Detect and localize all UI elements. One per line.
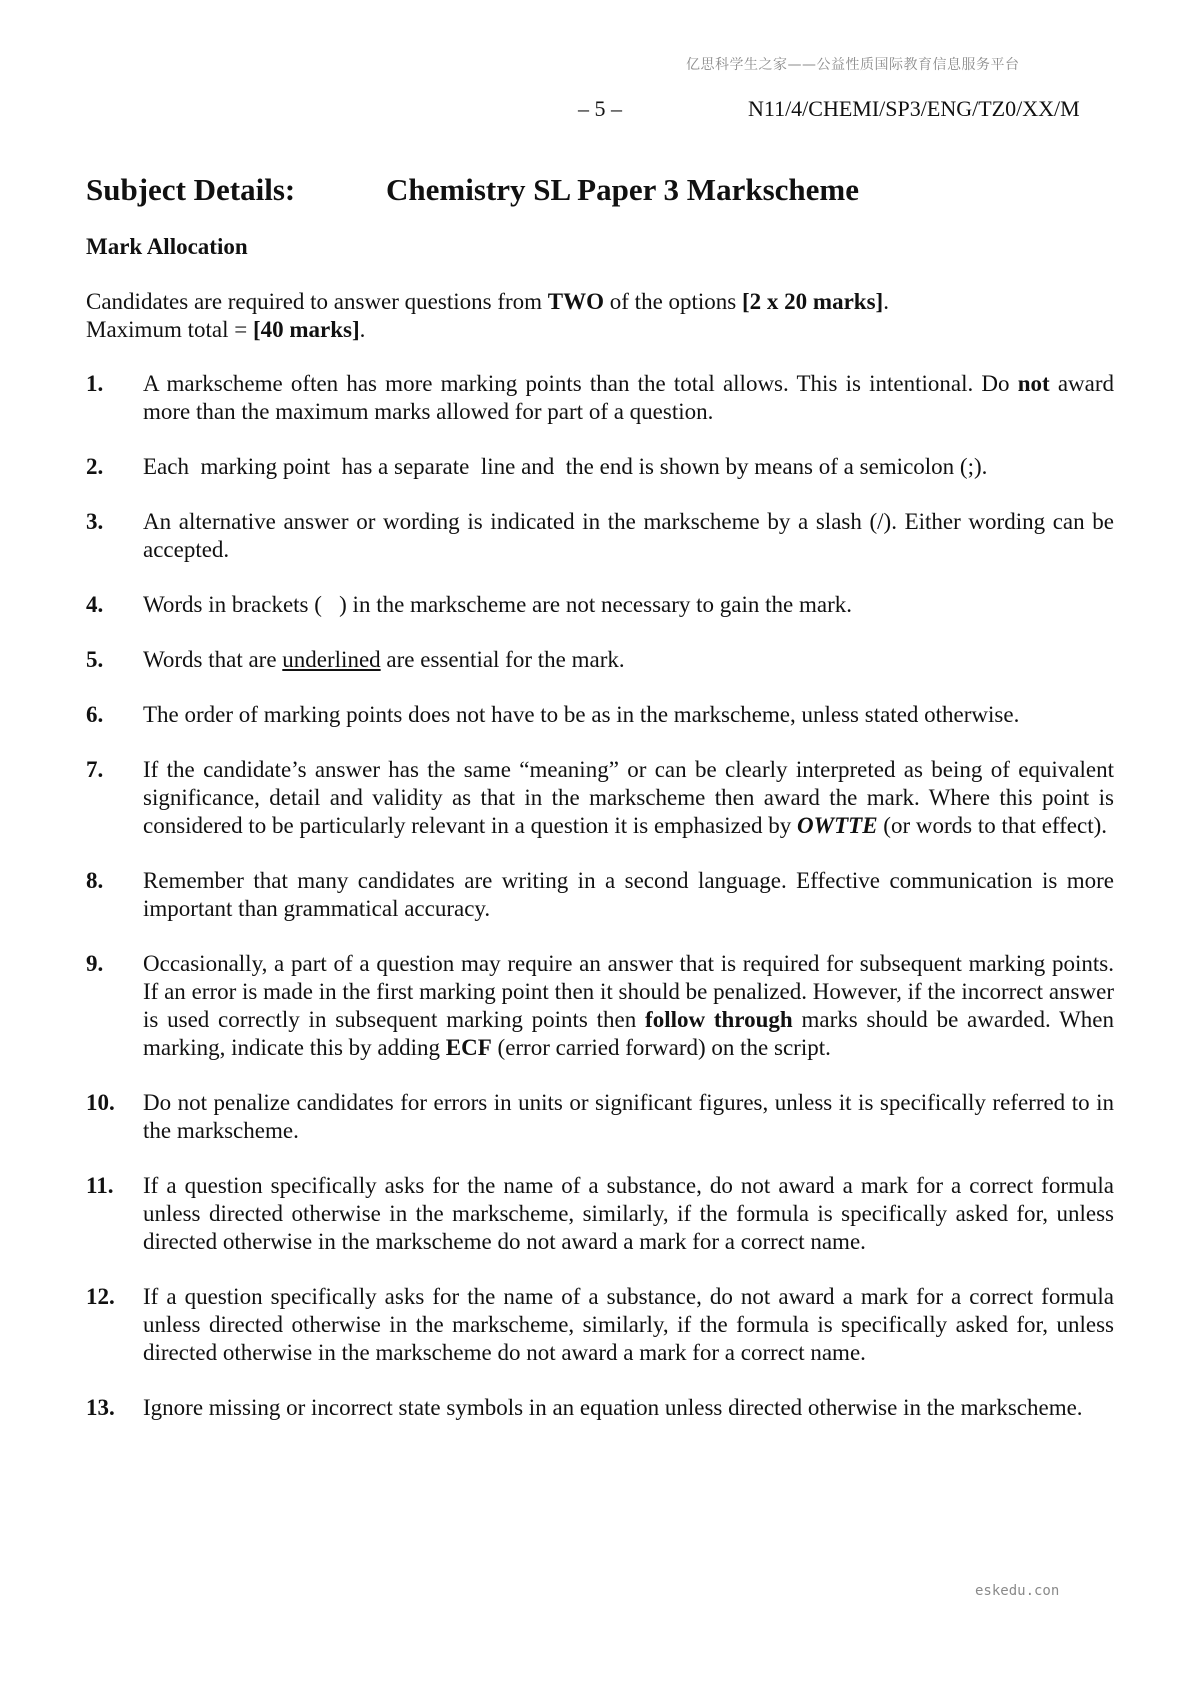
- intro-bold-two: TWO: [547, 289, 605, 314]
- watermark-bottom: eskedu.con: [975, 1583, 1060, 1599]
- rule-text: Each marking point has a separate line and the end is shown by means of a semicolon (;).: [143, 454, 988, 479]
- rule-text: [143, 756, 1114, 840]
- intro-line-1: [86, 288, 889, 316]
- rule-text: [143, 370, 1114, 426]
- rule-text: If a question specifically asks for the name of a substance, do not award a mark for a correct formula unless directed otherwise in the markscheme, similarly, if the formula is specifically asked for, unless directed otherwise in the markscheme do not award a mark for a correct name.: [143, 1284, 1114, 1365]
- subject-label: Subject Details:: [86, 172, 296, 207]
- rule-item: [86, 1172, 1114, 1256]
- intro-text: of the options: [604, 289, 743, 314]
- rule-text-part: award more than the maximum marks allowed for part of a question.: [143, 371, 1115, 424]
- rule-number: 10.: [86, 1090, 115, 1115]
- rule-number: 8.: [86, 868, 104, 893]
- rule-text: Words in brackets ( ) in the markscheme are not necessary to gain the mark.: [143, 592, 852, 617]
- rule-text: Remember that many candidates are writing in a second language. Effective communication is more important than grammatical accuracy.: [143, 868, 1114, 921]
- rule-number: 1.: [86, 371, 104, 396]
- rule-item: [86, 1283, 1114, 1367]
- page-number: – 5 –: [578, 96, 622, 121]
- rule-text: An alternative answer or wording is indicated in the markscheme by a slash (/). Either wording can be accepted.: [143, 509, 1114, 562]
- rule-number: 13.: [86, 1395, 115, 1420]
- rule-text-part: Words that are: [143, 647, 283, 672]
- rule-text-bold: ECF: [445, 1035, 492, 1060]
- rule-text-part: (error carried forward) on the script.: [491, 1035, 831, 1060]
- rule-number: 11.: [86, 1173, 114, 1198]
- rule-item: [86, 370, 1114, 426]
- intro-bold-total: [40 marks]: [252, 317, 360, 342]
- rule-number: 5.: [86, 647, 104, 672]
- rule-text-part: If the candidate’s answer has the same “meaning” or can be clearly interpreted as being of equivalent significance, detail and validity as that in the markscheme then award the mark. Where this point is considered to be particularly relevant in a question it is emphasized by: [143, 757, 1114, 838]
- rule-number: 12.: [86, 1284, 115, 1309]
- intro-text: Maximum total =: [86, 317, 253, 342]
- rule-number: 9.: [86, 951, 104, 976]
- rule-number: 6.: [86, 702, 104, 727]
- rule-text-part: A markscheme often has more marking points than the total allows. This is intentional. Do: [143, 371, 1018, 396]
- rule-text: Ignore missing or incorrect state symbols in an equation unless directed otherwise in the markscheme.: [143, 1395, 1083, 1420]
- rule-item: [86, 508, 1114, 564]
- intro-paragraph: [86, 288, 889, 344]
- rule-list: [86, 370, 1114, 1449]
- subject-details: [86, 172, 859, 208]
- rule-number: 7.: [86, 757, 104, 782]
- intro-text: .: [359, 317, 366, 342]
- document-code: N11/4/CHEMI/SP3/ENG/TZ0/XX/M: [748, 96, 1080, 121]
- rule-number: 3.: [86, 509, 104, 534]
- rule-item: [86, 1089, 1114, 1145]
- rule-item: [86, 646, 1114, 674]
- intro-text: .: [883, 289, 889, 314]
- intro-line-2: [86, 316, 889, 344]
- rule-text: If a question specifically asks for the name of a substance, do not award a mark for a correct formula unless directed otherwise in the markscheme, similarly, if the formula is specifically asked for, unless directed otherwise in the markscheme do not award a mark for a correct name.: [143, 1173, 1114, 1254]
- rule-text-part: (or words to that effect).: [877, 813, 1108, 838]
- rule-text-bold: follow through: [645, 1007, 793, 1032]
- watermark-top: 亿思科学生之家——公益性质国际教育信息服务平台: [686, 57, 1020, 73]
- rule-text-part: are essential for the mark.: [380, 647, 625, 672]
- rule-text: [143, 950, 1114, 1062]
- rule-text-underlined: underlined: [282, 647, 381, 672]
- rule-text-bold-italic: OWTTE: [797, 813, 878, 838]
- rule-item: [86, 591, 1114, 619]
- mark-allocation-heading: Mark Allocation: [86, 234, 248, 259]
- rule-text-bold: not: [1017, 371, 1050, 396]
- intro-text: Candidates are required to answer questions from: [86, 289, 548, 314]
- rule-item: [86, 756, 1114, 840]
- rule-text: [143, 646, 1114, 674]
- rule-item: [86, 1394, 1114, 1422]
- rule-number: 2.: [86, 454, 104, 479]
- rule-text: The order of marking points does not have to be as in the markscheme, unless stated otherwise.: [143, 702, 1020, 727]
- rule-item: [86, 701, 1114, 729]
- subject-value: Chemistry SL Paper 3 Markscheme: [386, 172, 859, 207]
- rule-text: Do not penalize candidates for errors in units or significant figures, unless it is specifically referred to in the markscheme.: [143, 1090, 1114, 1143]
- rule-item: [86, 950, 1114, 1062]
- rule-text-part: Occasionally, a part of a question may require an answer that is required for subsequent marking points. If an error is made in the first marking point then it should be penalized. However, if the incorrect answer is used correctly in subsequent marking points then: [143, 951, 1114, 1032]
- rule-number: 4.: [86, 592, 104, 617]
- rule-item: [86, 453, 1114, 481]
- rule-text-part: marks should be awarded. When marking, indicate this by adding: [143, 1007, 1114, 1060]
- intro-bold-marks: [2 x 20 marks]: [742, 289, 884, 314]
- rule-item: [86, 867, 1114, 923]
